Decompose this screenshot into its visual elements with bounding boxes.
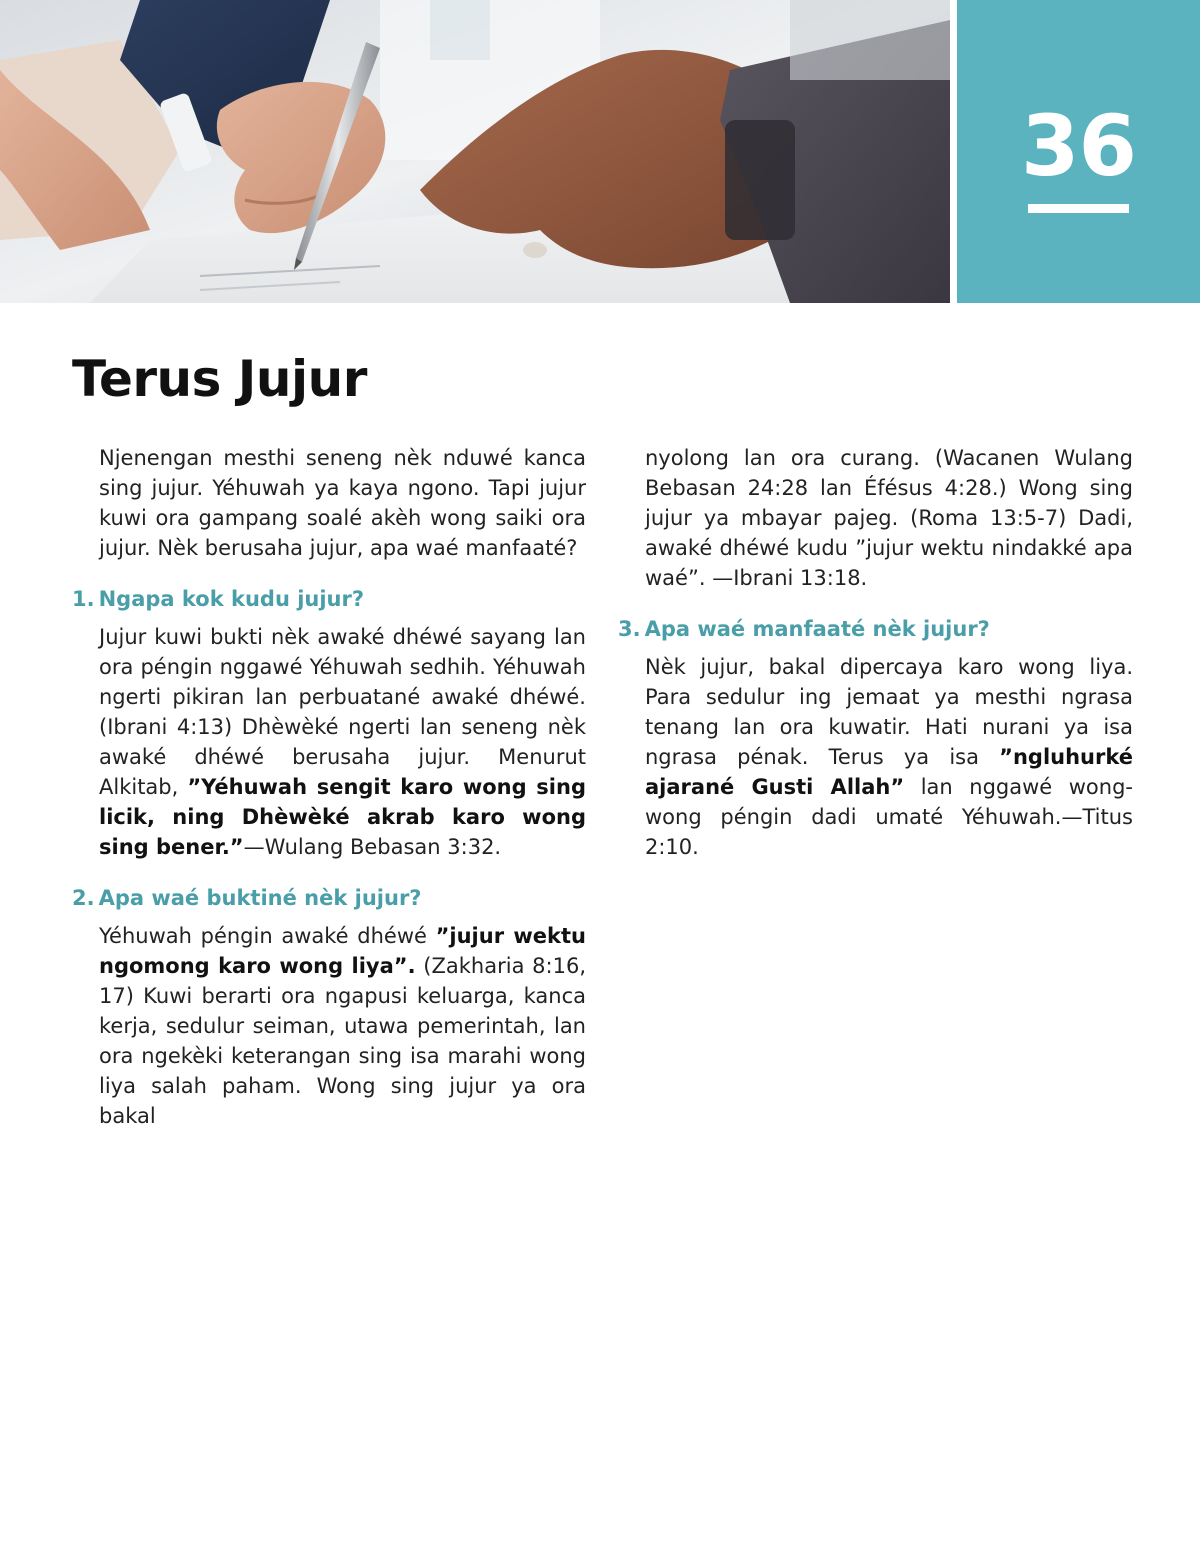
lesson-number-underline	[1028, 204, 1129, 213]
intro-paragraph: Njenengan mesthi seneng nèk nduwé kanca sing jujur. Yéhuwah ya kaya ngono. Tapi jujur kuwi ora gampang soalé akèh wong saiki ora jujur. Nèk berusaha jujur, apa waé manfaaté?	[99, 446, 586, 560]
question-text: Apa waé manfaaté nèk jujur?	[644, 617, 990, 641]
handshake-photo	[0, 0, 950, 303]
lesson-number: 36	[1021, 97, 1136, 195]
section-2-paragraph-continued: nyolong lan ora curang. (Wacanen Wulang Bebasan 24:28 lan Éfésus 4:28.) Wong sing jujur ya mbayar pajeg. (Roma 13:5-7) Dadi, awaké dhéwé kudu ”jujur wektu nindakké apa waé”. —Ibrani 13:18.	[645, 446, 1133, 590]
question-number: 2.	[72, 886, 95, 910]
section-2-paragraph	[72, 921, 586, 1131]
body-text: Nèk jujur, bakal dipercaya karo wong liya. Para sedulur ing jemaat ya mesthi ngrasa tenang lan ora kuwatir. Hati nurani ya isa ngrasa pénak. Terus ya isa	[645, 655, 1133, 769]
right-column	[618, 443, 1133, 862]
lesson-number-box	[957, 0, 1200, 303]
bible-quote: ”jujur wektu ngomong karo wong liya”.	[99, 924, 586, 978]
bible-quote: ”Yéhuwah sengit karo wong sing licik, ning Dhèwèké akrab karo wong sing bener.”	[99, 775, 586, 859]
page-title: Terus Jujur	[72, 350, 367, 408]
question-heading-2	[72, 883, 586, 913]
question-number: 3.	[618, 617, 641, 641]
body-text: Yéhuwah péngin awaké dhéwé	[99, 924, 436, 948]
question-heading-1	[72, 584, 586, 614]
question-text: Apa waé buktiné nèk jujur?	[98, 886, 422, 910]
body-text: (Zakharia 8:16, 17) Kuwi berarti ora ngapusi keluarga, kanca kerja, sedulur seiman, utawa pemerintah, lan ora ngekèki keterangan sing isa marahi wong liya salah paham. Wong sing jujur ya ora bakal	[99, 954, 586, 1128]
section-1-paragraph	[72, 622, 586, 862]
body-text: lan nggawé wong-wong péngin dadi umaté Yéhuwah.—Titus 2:10.	[645, 775, 1133, 859]
scripture-reference: —Wulang Bebasan 3:32.	[243, 835, 502, 859]
section-3-paragraph	[618, 652, 1133, 862]
body-text: Jujur kuwi bukti nèk awaké dhéwé sayang lan ora péngin nggawé Yéhuwah sedhih. Yéhuwah ngerti pikiran lan perbuatané awaké dhéwé. (Ibrani 4:13) Dhèwèké ngerti lan seneng nèk awaké dhéwé berusaha jujur. Menurut Alkitab,	[99, 625, 586, 799]
left-column	[72, 443, 586, 1131]
hero-photo	[0, 0, 950, 303]
question-heading-3	[618, 614, 1133, 644]
question-number: 1.	[72, 587, 95, 611]
bible-quote: ”ngluhurké ajarané Gusti Allah”	[645, 745, 1133, 799]
question-text: Ngapa kok kudu jujur?	[98, 587, 365, 611]
